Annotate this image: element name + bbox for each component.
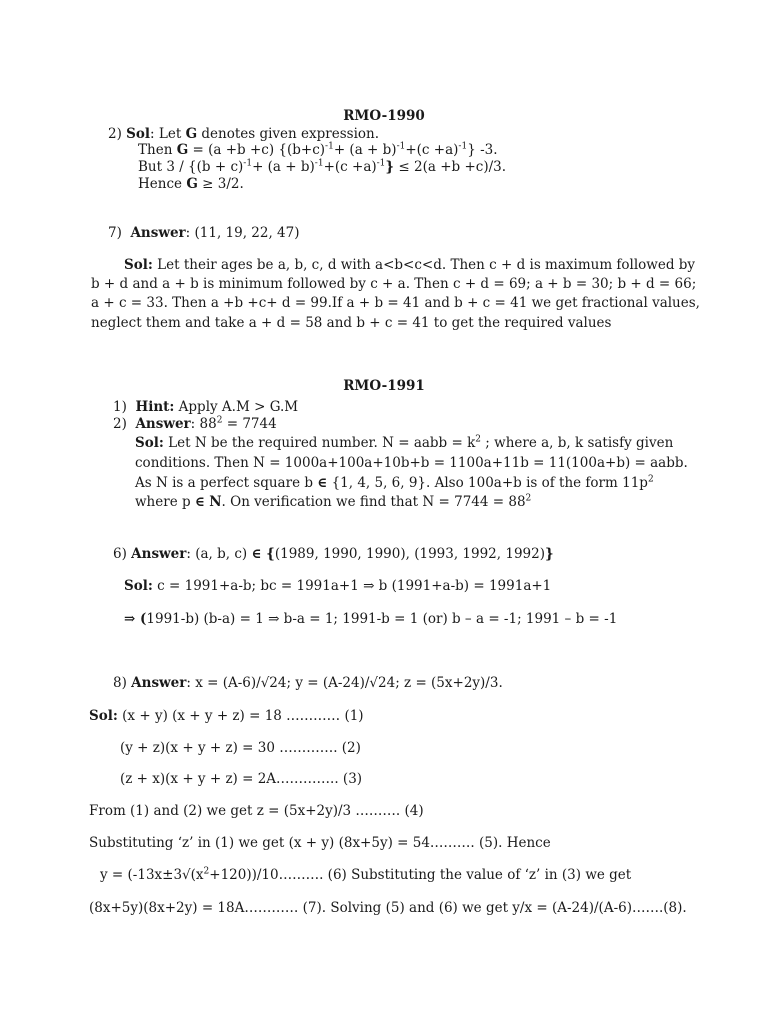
r91-q6-sol-line-1: Sol: c = 1991+a-b; bc = 1991a+1 ⇒ b (1991+a-b) = 1991a+1 — [124, 578, 552, 594]
q7-sol-line-4: neglect them and take a + d = 58 and b + c = 41 to get the required values — [91, 315, 612, 331]
r91-q1-hint-line: 1) Hint: Apply A.M > G.M — [113, 399, 299, 415]
q7-sol-line-3: a + c = 33. Then a +b +c+ d = 99.If a + b = 41 and b + c = 41 we get fractional values, — [91, 295, 700, 311]
r91-q2-sol-line-4: where p ∈ N. On verification we find that $N = 7744 = 88^2$ — [135, 493, 532, 510]
q2-then-line: Then G = (a +b +c) $\{(b+c)^{-1}+ (a + b)^{-1}+(c +a)^{-1}\}$ -3. — [138, 141, 498, 158]
r91-q8-line-5: Substituting ‘z’ in (1) we get (x + y) (8x+5y) = 54………. (5). Hence — [89, 835, 551, 851]
q2-but-line: But $3 / \{(b + c)^{-1}+ (a + b)^{-1}+(c +a)^{-1}\} \le 2(a +b +c)/3$. — [138, 158, 507, 175]
section-heading-rmo-1991: RMO-1991 — [343, 378, 425, 394]
section-heading-rmo-1990: RMO-1990 — [343, 108, 425, 124]
r91-q8-eq-2: (y + z)(x + y + z) = 30 …………. (2) — [120, 740, 361, 756]
r91-q6-answer-line: 6) Answer: (a, b, c) ∈ {(1989, 1990, 1990), (1993, 1992, 1992)} — [113, 546, 554, 562]
r91-q2-sol-line-1: Sol: Let N be the required number. N = aabb = $k^2$ ; where a, b, k satisfy given — [135, 434, 674, 451]
r91-q2-answer-line: 2) Answer: $88^2 = 7744$ — [113, 415, 277, 432]
r91-q8-answer-line: 8) Answer: x = (A-6)/√24; y = (A-24)/√24; z = (5x+2y)/3. — [113, 675, 503, 691]
r91-q8-line-4: From (1) and (2) we get z = (5x+2y)/3 ………. (4) — [89, 803, 424, 819]
r91-q8-line-7: (8x+5y)(8x+2y) = 18A………… (7). Solving (5) and (6) we get y/x = (A-24)/(A-6)…….(8). — [89, 900, 687, 916]
q7-sol-line-1: Sol: Let their ages be a, b, c, d with a<b<c<d. Then c + d is maximum followed by — [124, 257, 696, 273]
q7-sol-line-2: b + d and a + b is minimum followed by c + a. Then c + d = 69; a + b = 30; b + d = 66; — [91, 276, 697, 292]
q2-intro-line: 2) Sol: Let G denotes given expression. — [108, 126, 380, 142]
q7-answer-line: 7) Answer: (11, 19, 22, 47) — [108, 225, 300, 241]
r91-q8-eq-1: Sol: (x + y) (x + y + z) = 18 ………… (1) — [89, 708, 364, 724]
r91-q2-sol-line-2: conditions. Then N = 1000a+100a+10b+b = 1100a+11b = 11(100a+b) = aabb. — [135, 455, 688, 471]
r91-q8-eq-3: (z + x)(x + y + z) = 2A………….. (3) — [120, 771, 363, 787]
q2-hence-line: Hence G ≥ 3/2. — [138, 176, 244, 192]
r91-q8-line-6: $y = (-13x\pm 3√(x^2+120))/10\dots\dots\dots$. (6) Substituting the value of ‘z’ in (3) we get — [100, 866, 632, 883]
r91-q6-sol-line-2: ⇒ (1991-b) (b-a) = 1 ⇒ b-a = 1; 1991-b = 1 (or) b – a = -1; 1991 – b = -1 — [124, 611, 618, 627]
r91-q2-sol-line-3: As N is a perfect square b ∈ {1, 4, 5, 6, 9}. Also 100a+b is of the form $11p^2$ — [135, 474, 654, 491]
